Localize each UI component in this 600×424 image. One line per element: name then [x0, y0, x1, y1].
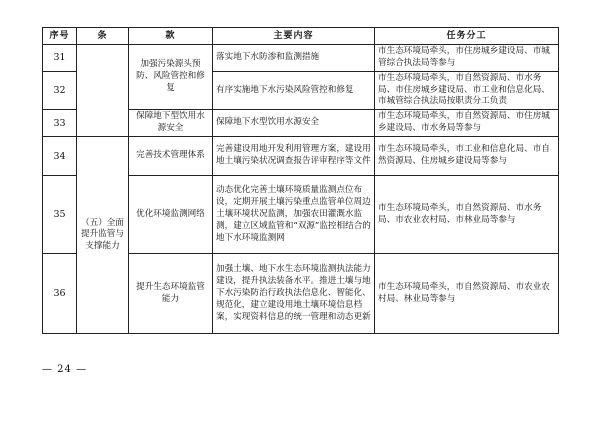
row-number: 31	[43, 45, 77, 72]
duty-cell: 市生态环境局牵头，市工业和信息化局、市自然资源局、住房城乡建设局等参与	[375, 137, 559, 176]
table-row	[43, 45, 559, 72]
task-table	[42, 27, 559, 334]
kuan-cell: 完善技术管理体系	[129, 137, 213, 176]
duty-cell: 市生态环境局牵头，市自然资源局、市农业农村局、林业局等参与	[375, 254, 559, 334]
content-cell: 完善建设用地开发利用管理方案，建设用地土壤污染状况调查报告评审程序等文件	[213, 137, 375, 176]
kuan-cell: 加强污染源头预防、风险管控和修复	[129, 45, 213, 110]
table-row	[43, 137, 559, 176]
row-number: 36	[43, 254, 77, 334]
content-cell: 加强土壤、地下水生态环境监测执法能力建设，提升执法装备水平。推进土壤与地下水污染防治行政执法信息化、智能化、规范化，建立建设用地土壤环境信息档案，实现资料信息的统一管理和动态更新	[213, 254, 375, 334]
row-number: 32	[43, 71, 77, 110]
table-header-row	[43, 28, 559, 45]
kuan-cell: 优化环境监测网络	[129, 176, 213, 254]
row-number: 35	[43, 176, 77, 254]
header-tiao: 条	[77, 28, 129, 45]
row-number: 34	[43, 137, 77, 176]
duty-cell: 市生态环境局牵头，市自然资源局、市水务局、市住房城乡建设局、市工业和信息化局、市城管综合执法局按职责分工负责	[375, 71, 559, 110]
row-number: 33	[43, 110, 77, 137]
content-cell: 动态优化完善土壤环境质量监测点位布设，定期开展土壤污染重点监管单位周边土壤环境状况监测，加强农田灌溉水监测，建立区域监管和“双源”监控相结合的地下水环境监测网	[213, 176, 375, 254]
content-cell: 落实地下水防渗和监测措施	[213, 45, 375, 72]
page-number: — 24 —	[42, 364, 88, 375]
duty-cell: 市生态环境局牵头，市自然资源局、市水务局、市农业农村局、市林业局等参与	[375, 176, 559, 254]
header-duty: 任务分工	[375, 28, 559, 45]
header-seq: 序号	[43, 28, 77, 45]
content-cell: 保障地下水型饮用水源安全	[213, 110, 375, 137]
duty-cell: 市生态环境局牵头，市自然资源局、市住房城乡建设局、市水务局等参与	[375, 110, 559, 137]
duty-cell: 市生态环境局牵头，市住房城乡建设局、市城管综合执法局等参与	[375, 45, 559, 72]
header-kuan: 款	[129, 28, 213, 45]
tiao-cell	[77, 45, 129, 137]
kuan-cell: 提升生态环境监管能力	[129, 254, 213, 334]
header-content: 主要内容	[213, 28, 375, 45]
tiao-cell: （五）全面提升监管与支撑能力	[77, 137, 129, 334]
content-cell: 有序实施地下水污染风险管控和修复	[213, 71, 375, 110]
kuan-cell: 保障地下型饮用水源安全	[129, 110, 213, 137]
